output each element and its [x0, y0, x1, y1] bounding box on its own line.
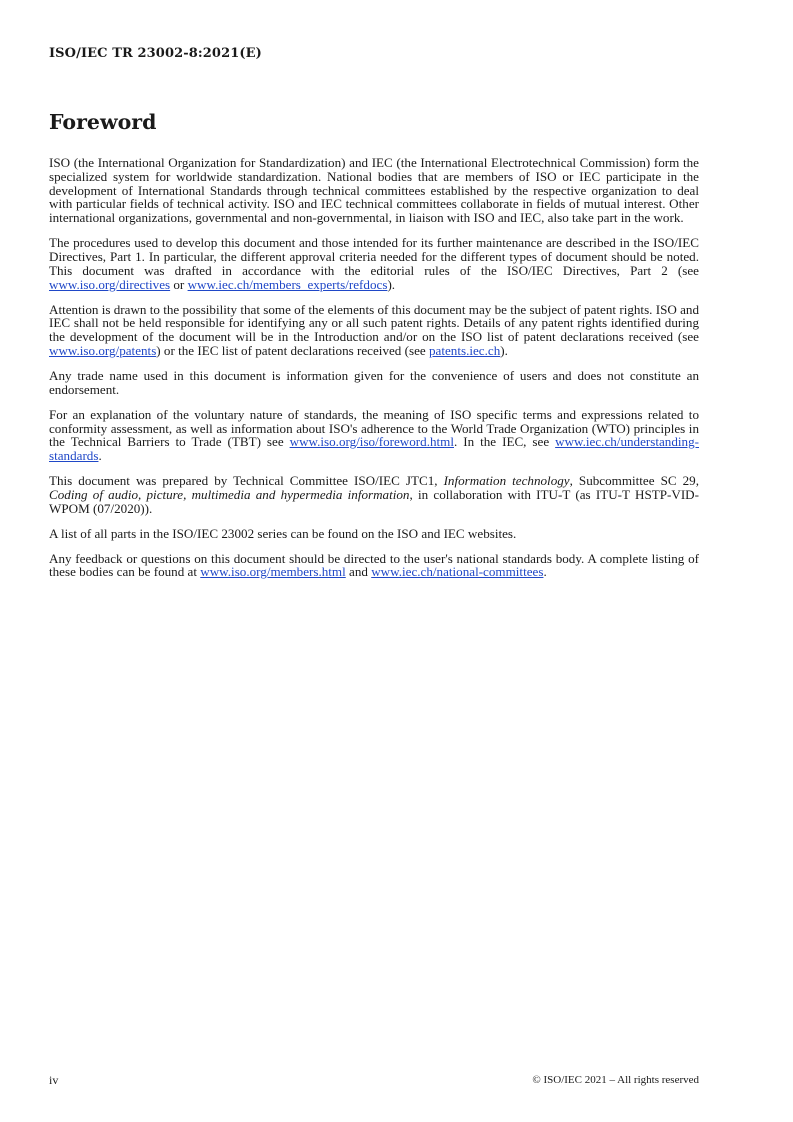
paragraph-text: , in collaboration with ITU-T (as ITU-T HSTP-VID-WPOM (07/2020)).: [49, 486, 699, 516]
paragraph-text: Any feedback or questions on this document should be directed to the user's national standards body. A complete listing of these bodies can be found at: [49, 550, 699, 580]
paragraph-feedback: [49, 552, 699, 580]
paragraph-patent-rights: [49, 303, 699, 358]
document-id-header: ISO/IEC TR 23002-8:2021(E): [49, 46, 262, 61]
subcommittee-title-italic: Coding of audio, picture, multimedia and hypermedia information: [49, 486, 410, 502]
link-iec-national-committees[interactable]: www.iec.ch/national-committees: [371, 564, 544, 580]
paragraph-iso-iec-intro: ISO (the International Organization for Standardization) and IEC (the International Electrotechnical Commission) form the specialized system for worldwide standardization. National bodies that are members of ISO or IEC participate in the development of International Standards through technical committees established by the respective organization to deal with particular fields of technical activity. ISO and IEC technical committees collaborate in fields of mutual interest. Other international organizations, governmental and non-governmental, in liaison with ISO and IEC, also take part in the work.: [49, 155, 699, 226]
paragraph-text: and: [345, 564, 372, 580]
paragraph-series-list: A list of all parts in the ISO/IEC 23002 series can be found on the ISO and IEC websites.: [49, 525, 517, 541]
paragraph-prepared-by: [49, 474, 699, 515]
paragraph-text: ).: [387, 276, 396, 292]
paragraph-procedures: [49, 236, 699, 291]
paragraph-text: For an explanation of the voluntary nature of standards, the meaning of ISO specific terms and expressions related to conformity assessment, as well as information about ISO's adherence to the World Trade Organization (WTO) principles in the Technical Barriers to Trade (TBT) see: [49, 406, 699, 450]
committee-title-italic: Information technology: [443, 473, 570, 489]
paragraph-text: Attention is drawn to the possibility that some of the elements of this document may be the subject of patent rights. ISO and IEC shall not be held responsible for identifying any or all such patent rights. Details of any patent rights identified during the development of the document will be in the Introduction and/or on the ISO list of patent declarations received (see: [49, 301, 699, 345]
copyright-notice: © ISO/IEC 2021 – All rights reserved: [532, 1074, 699, 1086]
paragraph-text: ).: [500, 342, 508, 358]
link-iso-members[interactable]: www.iso.org/members.html: [200, 564, 346, 580]
paragraph-text: .: [543, 564, 547, 580]
paragraph-text: This document was prepared by Technical Committee ISO/IEC JTC1,: [49, 473, 444, 489]
link-iso-patents[interactable]: www.iso.org/patents: [49, 342, 157, 358]
link-iec-refdocs[interactable]: www.iec.ch/members_experts/refdocs: [187, 276, 388, 292]
paragraph-text: . In the IEC, see: [454, 434, 556, 450]
link-iso-directives[interactable]: www.iso.org/directives: [49, 276, 171, 292]
link-iec-patents[interactable]: patents.iec.ch: [428, 342, 501, 358]
paragraph-text: The procedures used to develop this document and those intended for its further maintenance are described in the ISO/IEC Directives, Part 1. In particular, the different approval criteria needed for the different types of document should be noted. This document was drafted in accordance with the editorial rules of the ISO/IEC Directives, Part 2 (see: [49, 235, 699, 278]
link-iec-understanding-standards[interactable]: www.iec.ch/understanding-standards: [49, 434, 699, 464]
paragraph-text: .: [98, 448, 102, 464]
paragraph-text: ) or the IEC list of patent declarations received (see: [156, 342, 429, 358]
paragraph-voluntary-nature: [49, 408, 699, 463]
paragraph-trade-name: Any trade name used in this document is information given for the convenience of users and does not constitute an endorsement.: [49, 367, 699, 397]
link-iso-foreword[interactable]: www.iso.org/iso/foreword.html: [289, 434, 454, 450]
page-title: Foreword: [49, 110, 157, 134]
paragraph-text: , Subcommittee SC 29,: [569, 473, 699, 489]
page-number: iv: [49, 1073, 59, 1087]
foreword-body: [49, 156, 699, 590]
paragraph-text: or: [170, 276, 188, 292]
